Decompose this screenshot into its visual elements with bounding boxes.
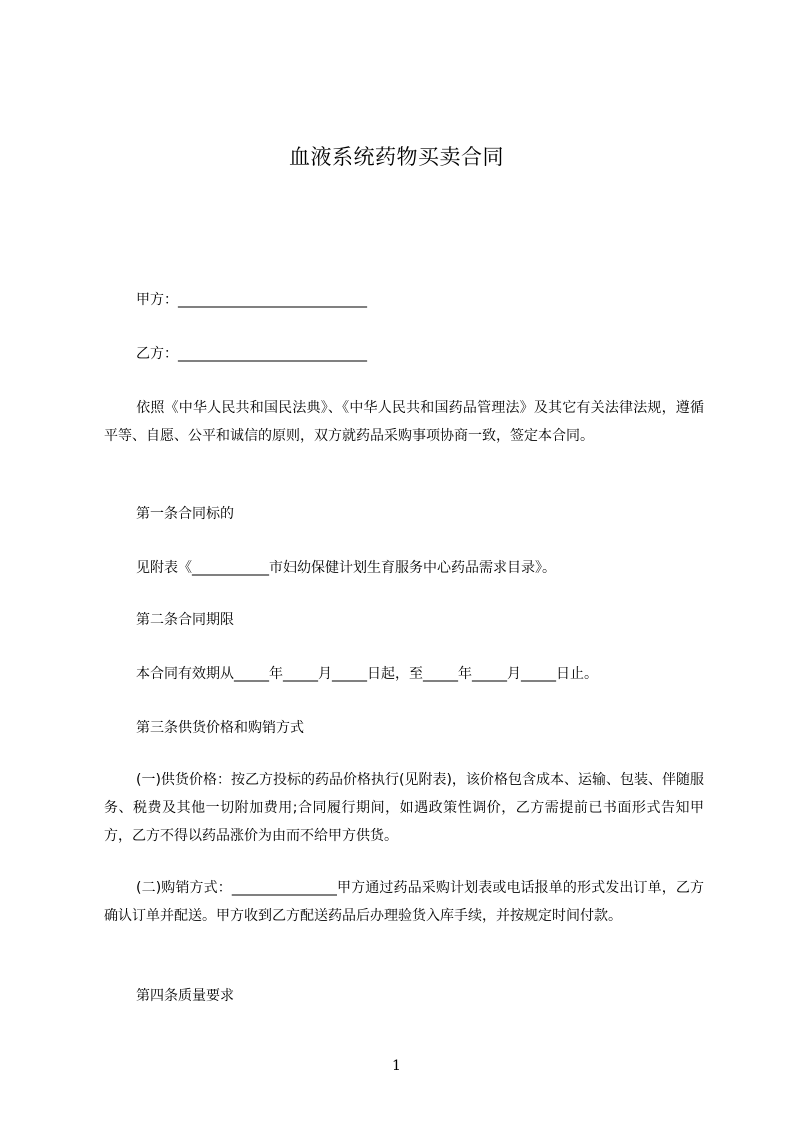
article-4-heading: 第四条质量要求	[136, 988, 234, 1004]
preamble-paragraph	[104, 394, 704, 450]
document-title: 血液系统药物买卖合同	[289, 145, 504, 169]
article-2-text: 本合同有效期从_____年_____月_____日起，至_____年_____月_____日止。	[136, 666, 598, 682]
party-b-line: 乙方：___________________________	[136, 346, 367, 362]
article-1-heading: 第一条合同标的	[136, 506, 234, 522]
party-a-line: 甲方：___________________________	[136, 292, 367, 308]
page-number: 1	[392, 1058, 401, 1074]
article-3-item-2	[104, 874, 704, 930]
article-3-item-2-text: (二)购销方式：_______________甲方通过药品采购计划表或电话报单的形式发出订单，乙方确认订单并配送。甲方收到乙方配送药品后办理验货入库手续，并按规定时间付款。	[104, 880, 704, 924]
article-3-item-1-text: (一)供货价格：按乙方投标的药品价格执行(见附表)，该价格包含成本、运输、包装、伴随服务、税费及其他一切附加费用;合同履行期间，如遇政策性调价，乙方需提前已书面形式告知甲方，乙方不得以药品涨价为由而不给甲方供货。	[104, 772, 704, 844]
article-3-item-1	[104, 766, 704, 850]
preamble-text: 依照《中华人民共和国民法典》、《中华人民共和国药品管理法》及其它有关法律法规，遵循平等、自愿、公平和诚信的原则，双方就药品采购事项协商一致，签定本合同。	[104, 400, 704, 444]
article-2-heading: 第二条合同期限	[136, 612, 234, 628]
article-1-text: 见附表《___________市妇幼保健计划生育服务中心药品需求目录》。	[136, 560, 556, 576]
article-3-heading: 第三条供货价格和购销方式	[136, 720, 304, 736]
